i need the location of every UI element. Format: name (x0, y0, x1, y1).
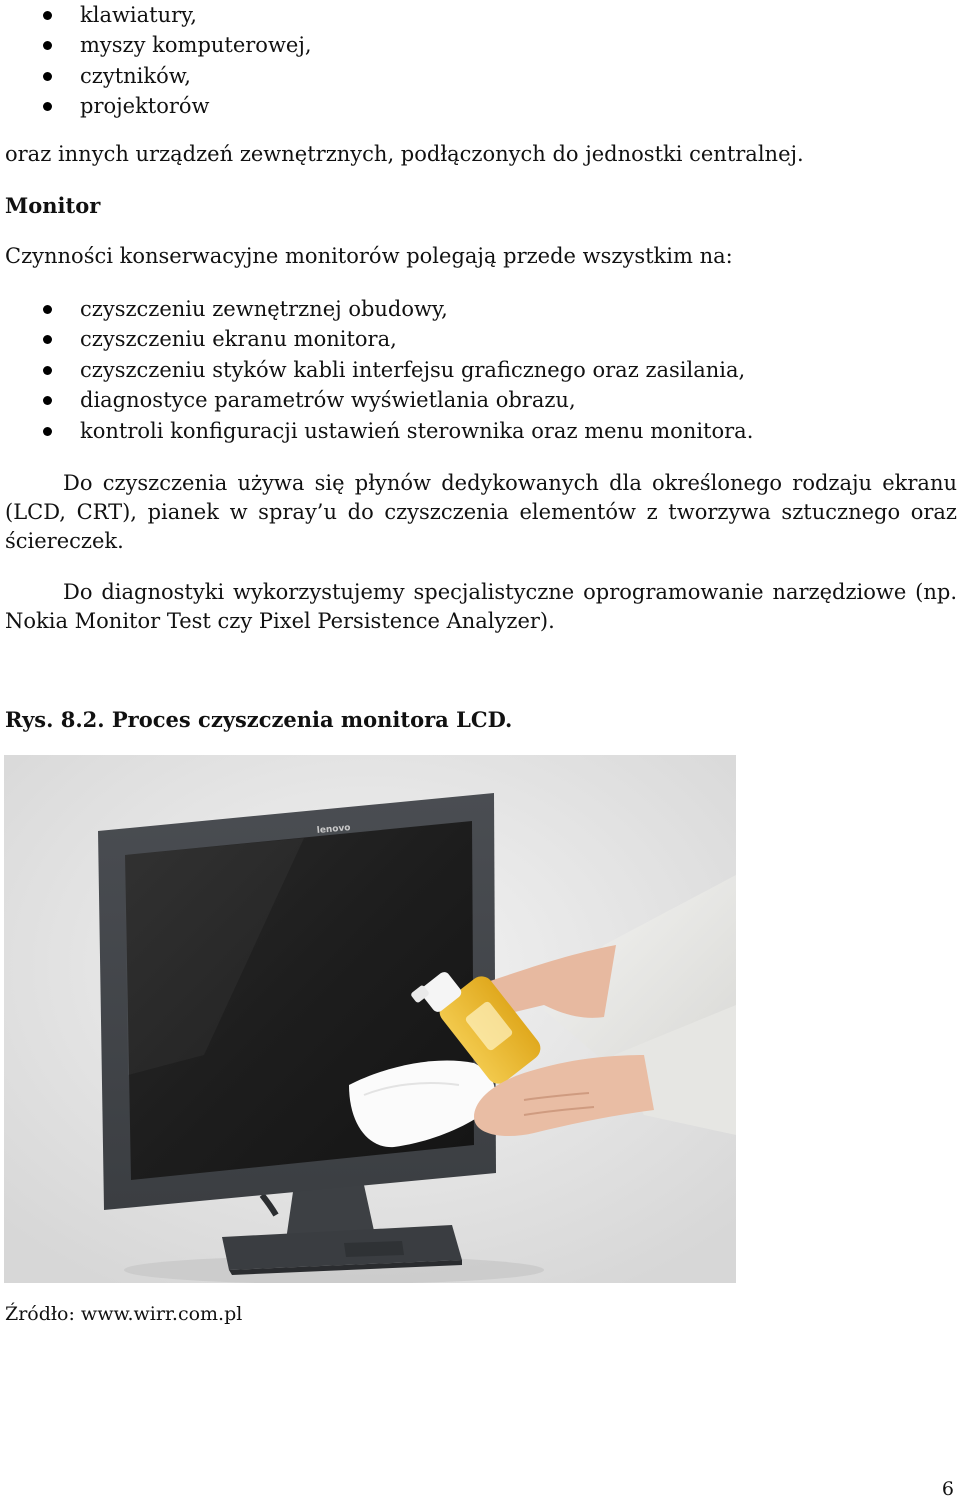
monitor-tasks-list (0, 294, 753, 446)
list-item-text: projektorów (80, 94, 210, 119)
list-item (0, 91, 312, 121)
peripheral-list (0, 0, 312, 122)
list-item (0, 355, 753, 385)
bullet-icon (43, 305, 52, 314)
section-heading: Monitor (5, 193, 101, 218)
intro-paragraph: oraz innych urządzeń zewnętrznych, podłączonych do jednostki centralnej. (5, 142, 804, 166)
figure-source: Źródło: www.wirr.com.pl (5, 1303, 243, 1325)
list-item (0, 385, 753, 415)
brand-logo: lenovo (316, 823, 351, 836)
list-item-text: czytników, (80, 63, 191, 88)
bullet-icon (43, 102, 52, 111)
page-number: 6 (941, 1478, 954, 1500)
bullet-icon (43, 396, 52, 405)
list-item (0, 61, 312, 91)
list-item (0, 416, 753, 446)
bullet-icon (43, 11, 52, 20)
bullet-icon (43, 335, 52, 344)
list-item-text: klawiatury, (80, 3, 197, 27)
bullet-icon (43, 366, 52, 375)
list-item-text: czyszczeniu zewnętrznej obudowy, (80, 297, 448, 321)
list-item-text: diagnostyce parametrów wyświetlania obrazu, (80, 388, 576, 413)
figure-caption: Rys. 8.2. Proces czyszczenia monitora LCD. (5, 707, 513, 732)
list-item-text: czyszczeniu styków kabli interfejsu graficznego oraz zasilania, (80, 357, 746, 382)
list-item (0, 294, 753, 324)
list-item-text: myszy komputerowej, (80, 33, 312, 58)
section-intro: Czynności konserwacyjne monitorów polegają przede wszystkim na: (5, 244, 733, 268)
bullet-icon (43, 427, 52, 436)
list-item (0, 0, 312, 30)
list-item-text: czyszczeniu ekranu monitora, (80, 327, 397, 352)
cleaning-paragraph: Do czyszczenia używa się płynów dedykowanych dla określonego rodzaju ekranu (LCD, CRT), pianek w spray’u do czyszczenia elementów z tworzywa sztucznego oraz ściereczek. (5, 471, 957, 553)
bullet-icon (43, 41, 52, 50)
list-item (0, 30, 312, 60)
list-item (0, 324, 753, 354)
monitor-cleaning-photo (4, 755, 736, 1283)
diagnostics-paragraph: Do diagnostyki wykorzystujemy specjalistyczne oprogramowanie narzędziowe (np. Nokia Monitor Test czy Pixel Persistence Analyzer). (5, 580, 957, 633)
bullet-icon (43, 72, 52, 81)
list-item-text: kontroli konfiguracji ustawień sterownika oraz menu monitora. (80, 418, 754, 443)
